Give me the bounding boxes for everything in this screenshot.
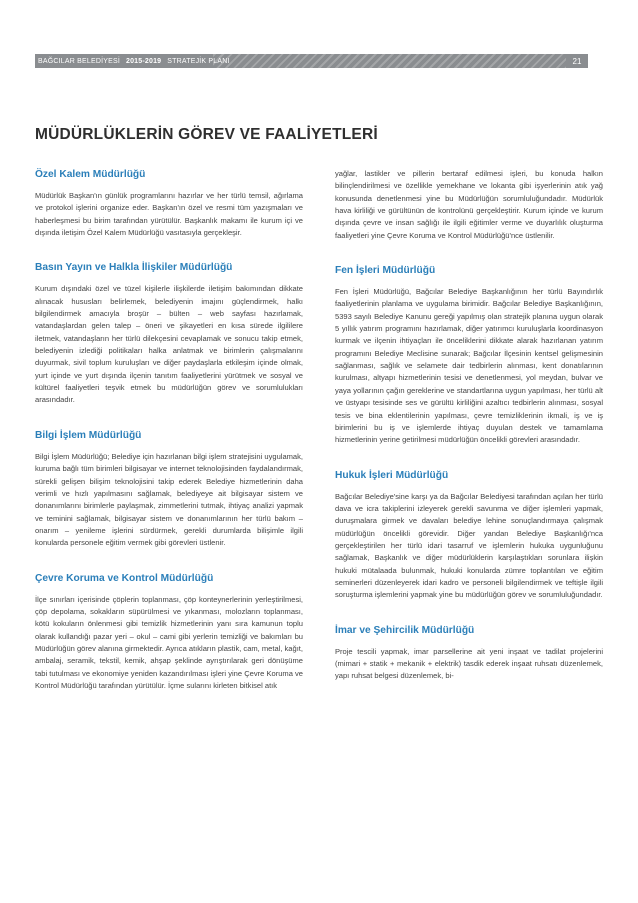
right-column — [335, 168, 603, 683]
header-plan: STRATEJİK PLANI — [167, 57, 230, 65]
section-heading: Özel Kalem Müdürlüğü — [35, 169, 146, 180]
header-label-group — [35, 54, 230, 68]
section-text: Kurum dışındaki özel ve tüzel kişilerle ilişkilerde iletişim bakımından dikkate alınacak hususları belirlemek, belediyenin imajını güçlendirmek, halkı bilgilendirmek amacıyla broşür – bülten – web sayfası hazırlamak, vatandaşlardan gelen talep – öneri ve şikayetleri en kısa sürede ilgililere iletmek, vatandaşların her türlü dilekçesini cevaplamak ve sonucu takip etmek, belediyenin izlediği politikaları halka anlatmak ve birimlerin çalışmalarını duyurmak, sivil toplum kuruluşları ve diğer paydaşlarla etkileşim içinde olmak, yurt içinde ve yurt dışında ilçenin tanıtım faaliyetlerini yürütmek ve sosyal ve kültürel faaliyetleri teşvik etmek bu müdürlüğün görev ve sorumlulukları arasındadır. — [35, 284, 303, 405]
section-text: Fen İşleri Müdürlüğü, Bağcılar Belediye Başkanlığının her türlü Bayındırlık faaliyetlerinin planlama ve uygulama birimidir. Bağcılar Belediye Başkanlığının, 5393 sayılı Belediye Kanunu gereği yapılmış olan stratejik planına uygun olarak 5 yıllık yatırım programını hazırlamak, diğer yatırımcı kuruluşlarla koordinasyon kurmak ve ilçenin ihtiyaçları ile önceliklerini dikkate alarak hazırlanan yatırım programını Belediye Meclisine sunarak; Bağcılar İlçesinin kentsel gelişmesinin sağlanması, sağlık ve selamete dair tedbirlerin alınması, kent donatılarının kurulması, altyapı hizmetlerinin tesisi ve denetlenmesi, yol meydan, bulvar ve yaya yollarının çağın gereklerine ve standartlarına uygun yapılması, her türlü alt ve üstyapı tesisinde ses ve gürültü kirliliğini azaltıcı tedbirlerin alınması, sosyal tesis ve bina eklentilerinin yapılması, çevre temizliklerinin ikmali, iş ve iş birimlerini bu iş ve işlemlerde ihtiyaç duyulan destek ve tamamlama hizmetlerinin yerine getirilmesi müdürlüğün öncelikli görevleri arasındadır. — [335, 287, 603, 445]
section-bilgi-islem — [35, 429, 303, 550]
section-cevre-koruma-continued — [335, 168, 603, 242]
section-text: yağlar, lastikler ve pillerin bertaraf edilmesi işleri, bu konuda halkın bilinçlendirilmesi ve özellikle yemekhane ve lokanta gibi işyerlerinin atık yağ konusunda denetlenmesi yine bu Müdürlüğün sorumluluğundadır. Müdürlük hava kirliliği ve gürültünün de kontrolünü gerçekleştirir. Kurum içinde ve kurum dışında çevre ve insan sağlığı ile ilgili eğitimler verme ve duyarlılık oluşturma faaliyetleri yine Çevre Koruma ve Kontrol Müdürlüğü'nce üstlenilir. — [335, 169, 603, 240]
section-text: İlçe sınırları içerisinde çöplerin toplanması, çöp konteynerlerinin yerleştirilmesi, çöp depolama, sokakların süpürülmesi ve yıkanması, molozların toplanması, kötü kokuların önlenmesi gibi temizlik hizmetlerinin yanı sıra kamunun toplu olarak kullandığı pazar yeri – okul – cami gibi yerlerin temizliği ve bakımları bu Müdürlüğün görev alanına girmektedir. Ayrıca atıkların plastik, cam, metal, kağıt, ambalaj, seramik, tekstil, kemik, ahşap şeklinde ayrıştırılarak geri dönüşüme tabi tutulması ve ekonomiye yeniden kazandırılması işleri yine Çevre Koruma ve Kontrol Müdürlüğü tarafından yürütülür. İçme sularını kirleten bitkisel atık — [35, 594, 303, 690]
section-heading: Basın Yayın ve Halkla İlişkiler Müdürlüğü — [35, 262, 233, 274]
left-column — [35, 168, 303, 692]
section-text: Müdürlük Başkan'ın günlük programlarını hazırlar ve her türlü temsil, ağırlama ve protokol işlerini organize eder. Başkan'ın özel ve resmi tüm yazışmaları ve haberleşmesi bu birim tarafından yürütülür. Başkanlık makamı ile kurum içi ve dışında iletişim Özel Kalem Müdürlüğü vasıtasıyla gerçekleşir. — [35, 191, 303, 238]
header-years: 2015-2019 — [126, 57, 162, 65]
section-heading: Bilgi İşlem Müdürlüğü — [35, 429, 142, 441]
section-fen-isleri — [335, 264, 603, 446]
page-number: 21 — [566, 54, 588, 68]
section-text: Bilgi İşlem Müdürlüğü; Belediye için hazırlanan bilgi işlem stratejisini uygulamak, kuruma bağlı tüm birimleri bilgisayar ve internet teknolojisinden faydalandırmak, sürekli gelişen bilişim teknolojisini takip ederek Belediye hizmetlerinin daha verimli ve hızlı yapılmasını sağlamak, belediyeye ait bilgisayar sistem ve donanımlarını birimlerle paylaşmak, zimmetlerini tutmak, ihtiyaç analizi yapmak ve teminini sağlamak, bilgisayar sistem ve donanımlarının her türlü bakım – onarım – yenileme işlerini sürdürmek, gerekli durumlarda bilişimle ilgili konularda personele eğitim vermek gibi görevleri üstlenir. — [35, 451, 303, 548]
section-heading: Hukuk İşleri Müdürlüğü — [335, 469, 449, 481]
header-org: BAĞCILAR BELEDİYESİ — [38, 57, 120, 65]
section-hukuk-isleri — [335, 469, 603, 602]
section-cevre-koruma — [35, 572, 303, 693]
section-basin-yayin — [35, 261, 303, 406]
page-title: MÜDÜRLÜKLERİN GÖREV VE FAALİYETLERİ — [35, 126, 378, 143]
section-heading: Fen İşleri Müdürlüğü — [335, 265, 436, 277]
section-text: Bağcılar Belediye'sine karşı ya da Bağcılar Belediyesi tarafından açılan her türlü dava ve icra takiplerini izleyerek gerekli savunma ve diğer işlemleri yapmak, duruşmalara girmek ve davaları belediye lehine sonuçlandırmaya çalışmak müdürlüğün öncelikli görevidir. Diğer yandan Belediye Başkanlığı'nca gerçekleştirilen her türlü idari tasarruf ve işlemlerin hukuka uygunluğunu sağlamak, Başkanlık ve diğer müdürlüklerin karşılaştıkları sorunlara ilişkin hukuki mütalaada bulunmak, hukuki konularda zümre toplantıları ve eğitim seminerleri düzenleyerek idari kadro ve personeli bilgilendirmek ve teftişle ilgili soruşturma işlemlerini yapmak yine bu müdürlüğün görev ve sorumluluğundadır. — [335, 491, 603, 600]
section-heading: Çevre Koruma ve Kontrol Müdürlüğü — [35, 572, 214, 584]
section-imar-sehircilik — [335, 624, 603, 683]
section-heading: İmar ve Şehircilik Müdürlüğü — [335, 624, 475, 636]
section-text: Proje tescili yapmak, imar parsellerine ait yeni inşaat ve tadilat projelerini (mimari + statik + mekanik + elektrik) tasdik ederek inşaat ruhsatı düzenlemek, yapı ruhsat belgesi düzenlemek, bi- — [335, 646, 603, 681]
section-ozel-kalem — [35, 168, 303, 239]
page-header-band — [35, 54, 588, 68]
